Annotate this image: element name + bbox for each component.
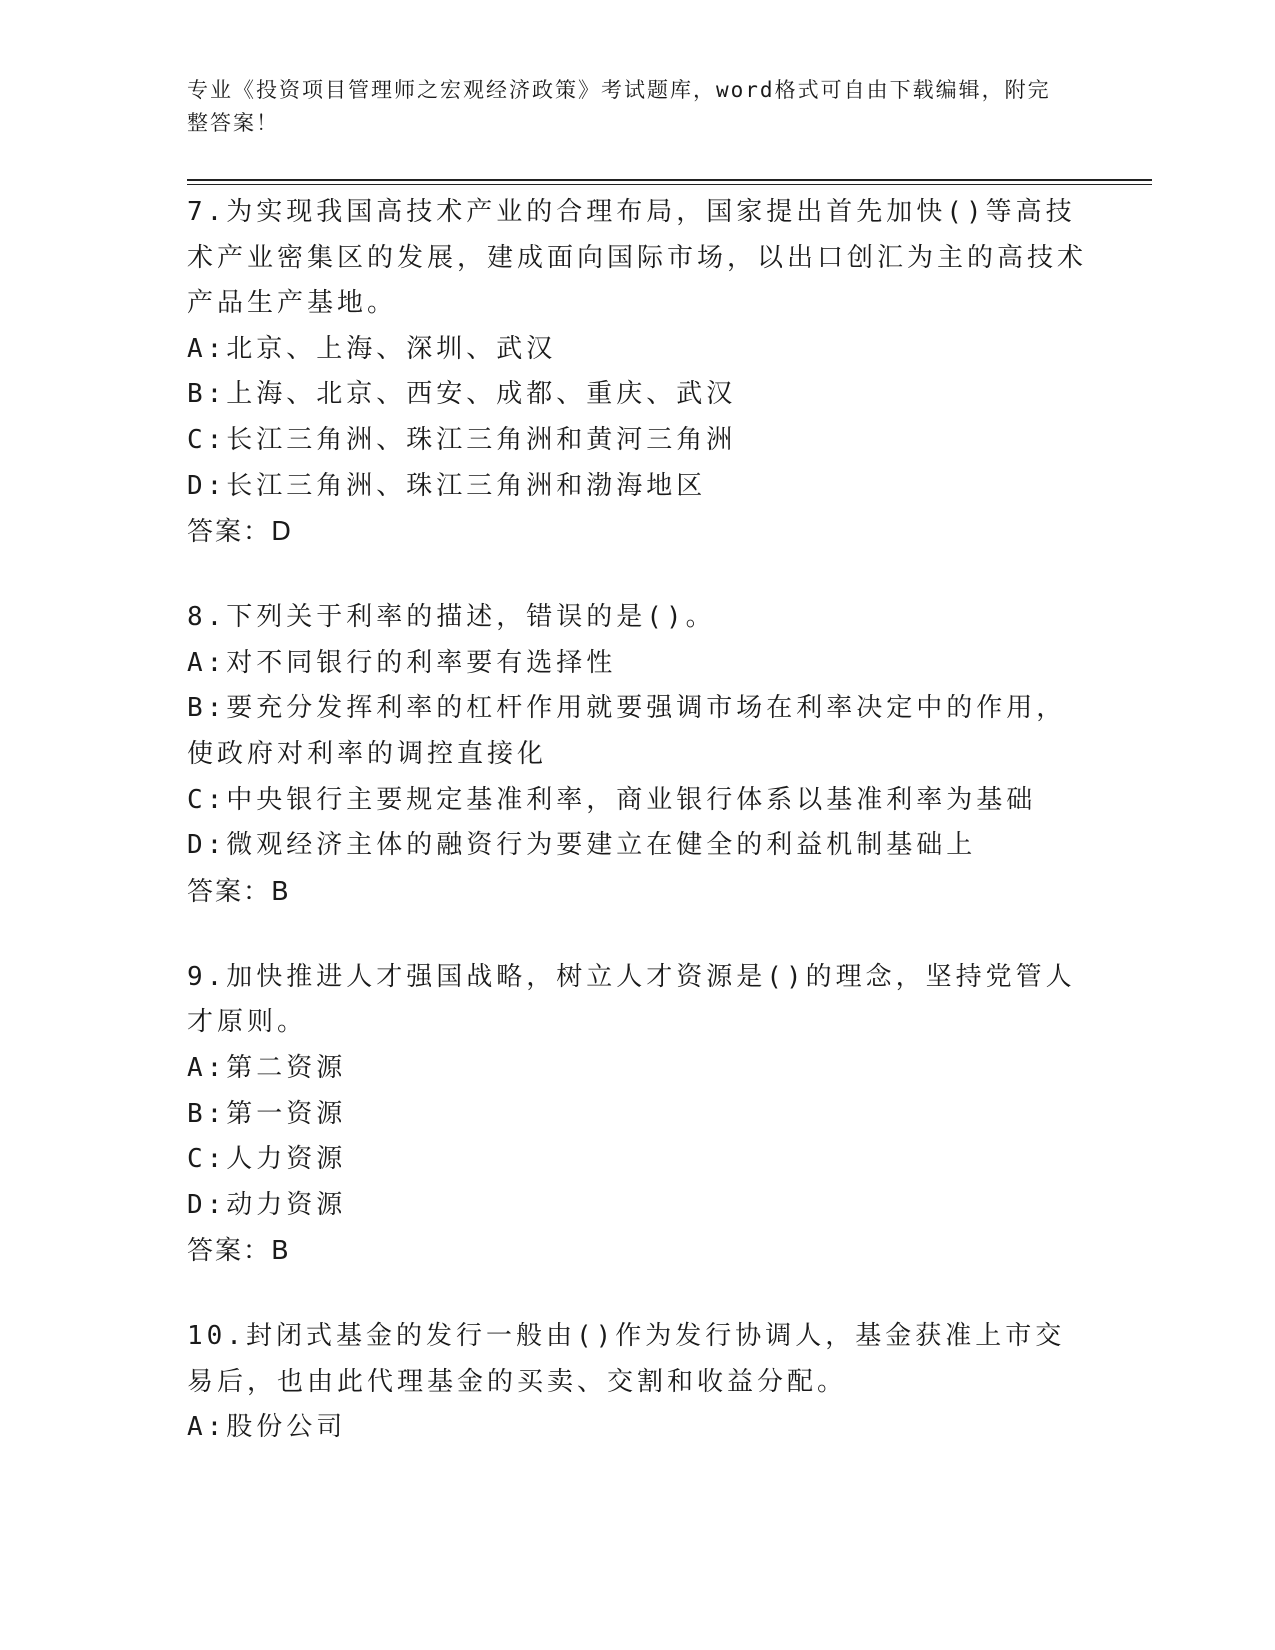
- answer: 答案：D: [187, 517, 294, 548]
- option-b: B:要充分发挥利率的杠杆作用就要强调市场在利率决定中的作用，使政府对利率的调控直接化: [187, 693, 1067, 769]
- question-9: [187, 955, 1087, 1275]
- option-b: B:上海、北京、西安、成都、重庆、武汉: [187, 379, 737, 410]
- header-divider-thick: [187, 179, 1152, 181]
- question-list: [187, 190, 1087, 1491]
- option-d: D:长江三角洲、珠江三角洲和渤海地区: [187, 470, 707, 501]
- option-a: A:北京、上海、深圳、武汉: [187, 333, 557, 364]
- option-c: C:长江三角洲、珠江三角洲和黄河三角洲: [187, 424, 737, 455]
- question-stem: 9.加快推进人才强国战略，树立人才资源是()的理念，坚持党管人才原则。: [187, 961, 1076, 1038]
- option-a: A:第二资源: [187, 1052, 347, 1083]
- question-stem: 7.为实现我国高技术产业的合理布局，国家提出首先加快()等高技术产业密集区的发展，建成面向国际市场，以出口创汇为主的高技术产品生产基地。: [187, 197, 1088, 319]
- option-d: D:微观经济主体的融资行为要建立在健全的利益机制基础上: [187, 830, 977, 861]
- question-8: [187, 595, 1087, 915]
- document-header: 专业《投资项目管理师之宏观经济政策》考试题库，word格式可自由下载编辑，附完整答案！: [187, 78, 1051, 135]
- question-stem: 8.下列关于利率的描述，错误的是()。: [187, 602, 716, 633]
- header-divider-thin: [187, 184, 1152, 185]
- option-c: C:中央银行主要规定基准利率，商业银行体系以基准利率为基础: [187, 784, 1037, 815]
- option-b: B:第一资源: [187, 1098, 347, 1129]
- question-7: [187, 190, 1087, 555]
- option-a: A:股份公司: [187, 1412, 347, 1443]
- answer: 答案：B: [187, 1236, 291, 1267]
- question-10: [187, 1314, 1087, 1451]
- answer: 答案：B: [187, 876, 291, 907]
- option-d: D:动力资源: [187, 1189, 347, 1220]
- option-a: A:对不同银行的利率要有选择性: [187, 647, 617, 678]
- option-c: C:人力资源: [187, 1144, 347, 1175]
- question-stem: 10.封闭式基金的发行一般由()作为发行协调人，基金获准上市交易后，也由此代理基金的买卖、交割和收益分配。: [187, 1321, 1066, 1397]
